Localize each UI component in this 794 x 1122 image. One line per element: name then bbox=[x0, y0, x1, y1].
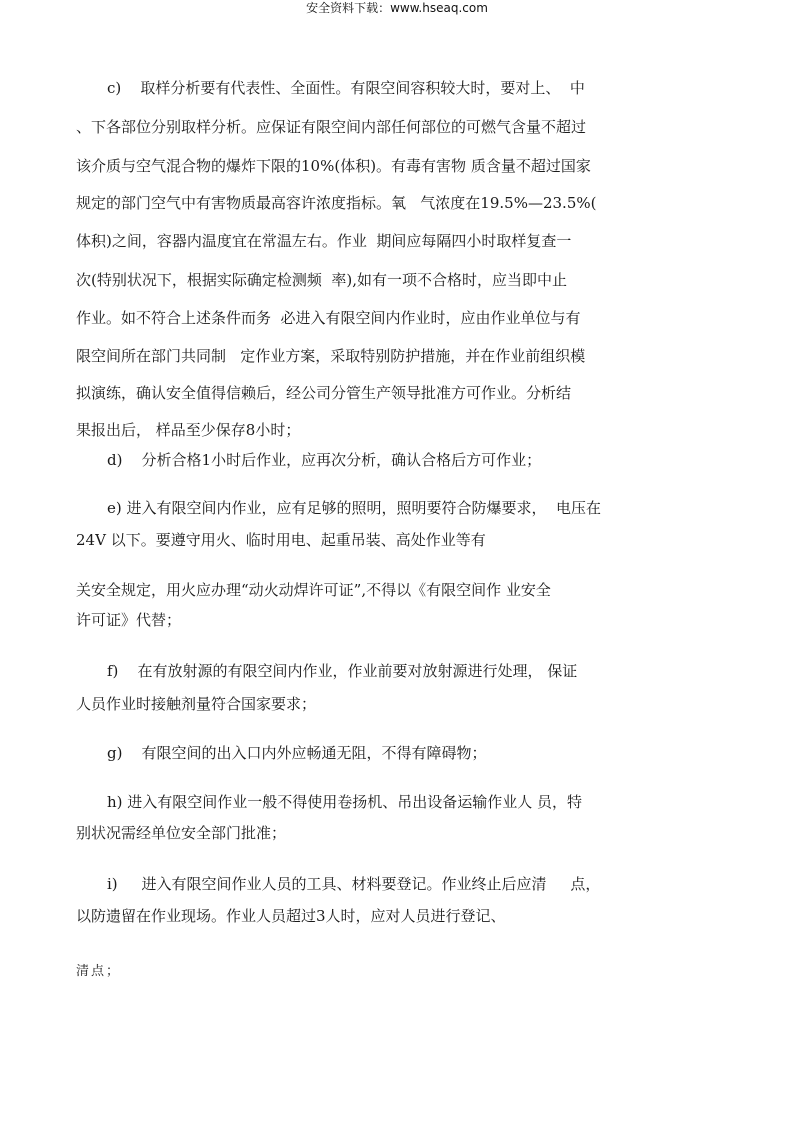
header-url: www.hseaq.com bbox=[390, 1, 488, 15]
page-header bbox=[0, 1, 794, 15]
body-line: 作业。如不符合上述条件而务 必进入有限空间内作业时，应由作业单位与有 bbox=[76, 309, 581, 327]
body-line: f) 在有放射源的有限空间内作业，作业前要对放射源进行处理， 保证 bbox=[107, 662, 578, 680]
body-line: 规定的部门空气中有害物质最高容许浓度指标。氧 气浓度在19.5%—23.5%( bbox=[76, 194, 597, 212]
body-line: 许可证》代替； bbox=[76, 611, 182, 629]
body-line: 该介质与空气混合物的爆炸下限的10%(体积)。有毒有害物 质含量不超过国家 bbox=[76, 157, 591, 175]
body-line: e) 进入有限空间内作业，应有足够的照明，照明要符合防爆要求， 电压在 bbox=[107, 499, 602, 517]
body-line: i) 进入有限空间作业人员的工具、材料要登记。作业终止后应清 点， bbox=[107, 875, 601, 893]
body-line: c) 取样分析要有代表性、全面性。有限空间容积较大时，要对上、 中 bbox=[107, 79, 585, 97]
body-line: 以防遗留在作业现场。作业人员超过3人时，应对人员进行登记、 bbox=[76, 907, 506, 925]
header-label: 安全资料下载： bbox=[306, 1, 391, 15]
body-line: 关安全规定，用火应办理“动火动焊许可证”,不得以《有限空间作 业安全 bbox=[76, 581, 551, 599]
body-line: 体积)之间，容器内温度宜在常温左右。作业 期间应每隔四小时取样复查一 bbox=[76, 232, 572, 250]
body-line: 清点； bbox=[76, 964, 122, 979]
body-line: d) 分析合格1小时后作业，应再次分析，确认合格后方可作业； bbox=[107, 451, 542, 469]
body-line: 24V 以下。要遵守用火、临时用电、起重吊装、高处作业等有 bbox=[76, 531, 486, 549]
body-line: 别状况需经单位安全部门批准； bbox=[76, 824, 287, 842]
body-line: 人员作业时接触剂量符合国家要求； bbox=[76, 695, 317, 713]
body-line: 次(特别状况下，根据实际确定检测频 率),如有一项不合格时，应当即中止 bbox=[76, 271, 568, 289]
body-line: 限空间所在部门共同制 定作业方案，采取特别防护措施，并在作业前组织模 bbox=[76, 347, 586, 365]
body-line: h) 进入有限空间作业一般不得使用卷扬机、吊出设备运输作业人 员，特 bbox=[107, 793, 583, 811]
body-line: g) 有限空间的出入口内外应畅通无阻，不得有障碍物； bbox=[107, 744, 487, 762]
body-line: 拟演练，确认安全值得信赖后，经公司分管生产领导批准方可作业。分析结 bbox=[76, 384, 572, 402]
body-line: 、下各部位分别取样分析。应保证有限空间内部任何部位的可燃气含量不超过 bbox=[76, 118, 587, 136]
body-line: 果报出后， 样品至少保存8小时； bbox=[76, 421, 301, 439]
